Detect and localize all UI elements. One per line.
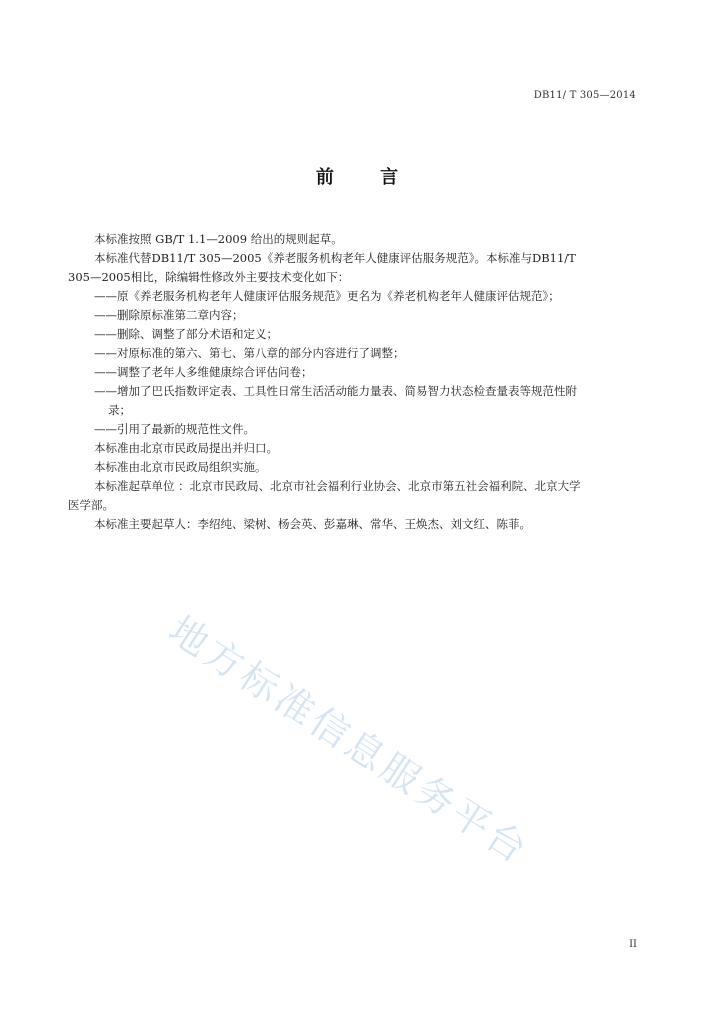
change-item-terms: ——删除、调整了部分术语和定义； bbox=[94, 327, 278, 341]
document-code: DB11/ T 305—2014 bbox=[533, 90, 636, 101]
change-item-delete-chapter: ——删除原标准第二章内容； bbox=[94, 308, 244, 322]
page-title: 前 言 bbox=[315, 167, 419, 188]
paragraph-drafting-rules: 本标准按照 GB/T 1.1—2009 给出的规则起草。 bbox=[94, 232, 343, 246]
foreword-body bbox=[68, 230, 640, 534]
watermark: 地方标准信息服务平台 bbox=[161, 607, 538, 874]
change-item-references: ——引用了最新的规范性文件。 bbox=[94, 422, 255, 436]
paragraph-drafting-units-line-1: 本标准起草单位 ：北京市民政局、北京市社会福利行业协会、北京市第五社会福利院、北京大学 bbox=[94, 479, 581, 493]
paragraph-drafters: 本标准主要起草人：李绍纯、梁树、杨会英、彭嘉琳、常华、王焕杰、刘文红、陈菲。 bbox=[94, 517, 531, 531]
paragraph-proposed-by: 本标准由北京市民政局提出并归口。 bbox=[94, 441, 278, 455]
paragraph-drafting-units-line-2: 医学部。 bbox=[68, 498, 114, 512]
page-number: II bbox=[629, 939, 637, 950]
paragraph-replaces-line-2: 305—2005相比，除编辑性修改外主要技术变化如下： bbox=[68, 270, 350, 284]
paragraph-implemented-by: 本标准由北京市民政局组织实施。 bbox=[94, 460, 267, 474]
paragraph-replaces-line-1: 本标准代替DB11/T 305—2005《养老服务机构老年人健康评估服务规范》。本标准与DB11/T bbox=[94, 251, 576, 265]
change-item-questionnaire: ——调整了老年人多维健康综合评估问卷； bbox=[94, 365, 313, 379]
change-item-appendix-line-2: 录； bbox=[108, 403, 131, 417]
change-item-rename: ——原《养老服务机构老年人健康评估服务规范》更名为《养老机构老年人健康评估规范》； bbox=[94, 289, 560, 303]
change-item-adjust-chapters: ——对原标准的第六、第七、第八章的部分内容进行了调整； bbox=[94, 346, 405, 360]
change-item-appendix-line-1: ——增加了巴氏指数评定表、工具性日常生活活动能力量表、简易智力状态检查量表等规范性附 bbox=[94, 384, 577, 398]
